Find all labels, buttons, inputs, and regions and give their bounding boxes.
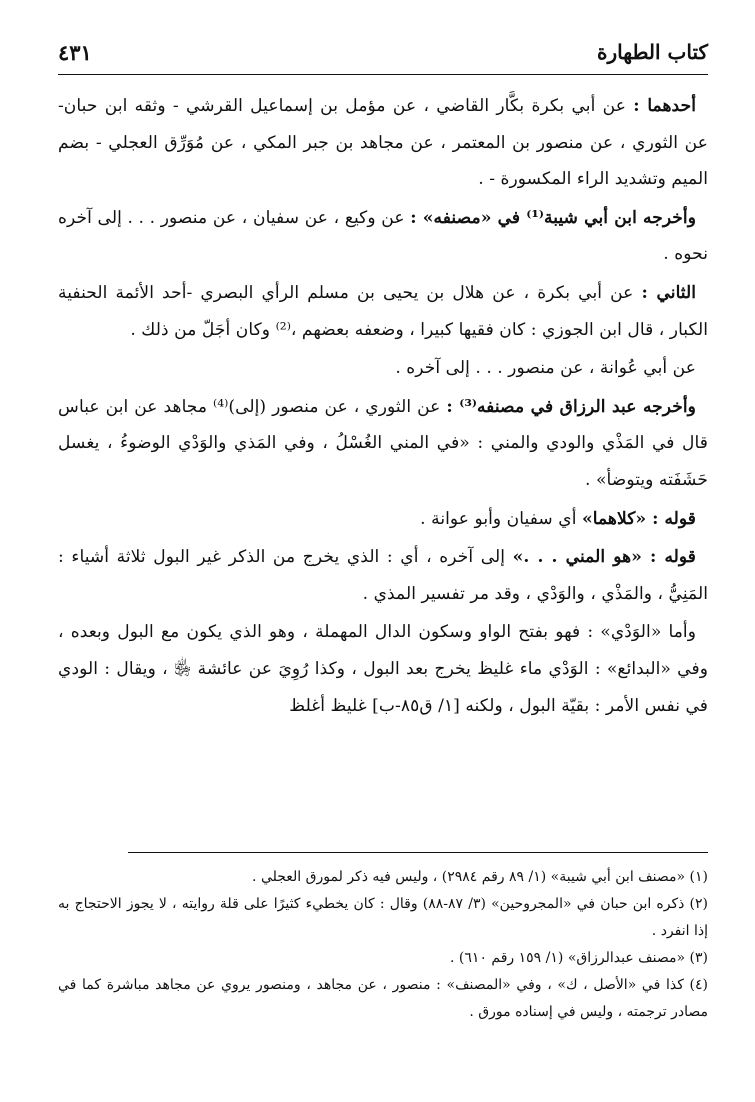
footnote: (٤) كذا في «الأصل ، ك» ، وفي «المصنف» : منصور ، عن مجاهد ، ومنصور يروي عن مجاهد مباشرة كما في مصادر ترجمته ، وليس في إسناده مورق . — [58, 977, 708, 1020]
header-divider — [58, 74, 708, 75]
page-number: ٤٣١ — [58, 40, 92, 65]
paragraph-lead: الثاني : — [641, 282, 697, 303]
page-header — [58, 34, 708, 74]
paragraph-lead: وأخرجه عبد الرزاق في مصنفه⁽³⁾ : — [446, 396, 696, 417]
paragraph-text: إلى آخره ، أي : الذي يخرج من الذكر غير البول ثلاثة أشياء : المَنِيُّ ، والمَذْي ، والوَدْي ، وقد مر تفسير المذي . — [58, 547, 708, 604]
running-title: كتاب الطهارة — [597, 40, 708, 64]
footnote: (١) «مصنف ابن أبي شيبة» (١/ ٨٩ رقم ٢٩٨٤) ، وليس فيه ذكر لمورق العجلي . — [252, 869, 708, 885]
footnotes — [58, 864, 708, 1026]
paragraph — [58, 88, 708, 198]
paragraph-lead: وأخرجه ابن أبي شيبة⁽¹⁾ في «مصنفه» : — [410, 207, 697, 228]
book-page — [58, 30, 708, 1070]
paragraph-text: عن أبي عُوانة ، عن منصور . . . إلى آخره . — [395, 358, 696, 379]
paragraph — [58, 614, 708, 724]
paragraph-lead: قوله : «كلاهما» — [581, 508, 696, 529]
footnote-divider — [128, 852, 708, 853]
paragraph — [58, 200, 708, 273]
paragraph-text: وأما «الوَدْي» : فهو بفتح الواو وسكون الدال المهملة ، وهو الذي يكون مع البول وبعده ، وفي «البدائع» : الوَدْي ماء غليظ يخرج بعد البول ، وكذا رُوِيَ عن عائشة ﵂ ، ويقال : الودي في نفس الأمر : بقيّة البول ، ولكنه [١/ ق٨٥-ب] غليظ أغلظ — [58, 622, 708, 716]
paragraph — [58, 501, 708, 538]
paragraph-text: عن وكيع ، عن سفيان ، عن منصور . . . إلى آخره نحوه . — [58, 207, 708, 265]
paragraph-text: أي سفيان وأبو عوانة . — [420, 508, 582, 529]
paragraph — [58, 350, 708, 387]
paragraph-lead: أحدهما : — [633, 96, 696, 116]
paragraph-lead: قوله : «هو المني . . .» — [512, 547, 696, 568]
footnote: (٣) «مصنف عبدالرزاق» (١/ ١٥٩ رقم ٦١٠) . — [450, 950, 708, 966]
paragraph — [58, 539, 708, 612]
paragraph-text: عن أبي بكرة بكَّار القاضي ، عن مؤمل بن إسماعيل القرشي - وثقه ابن حبان- عن الثوري ، عن منصور بن المعتمر ، عن مجاهد بن جبر المكي ، عن مُوَرِّق العجلي - بضم الميم وتشديد الراء المكسورة - . — [58, 96, 708, 190]
paragraph-text: عن أبي بكرة ، عن هلال بن يحيى بن مسلم الرأي البصري -أحد الأئمة الحنفية الكبار ، قال ابن الجوزي : كان فقيها كبيرا ، وضعفه بعضهم ،⁽²⁾ وكان أجَلّ من ذلك . — [58, 282, 708, 340]
footnote: (٢) ذكره ابن حبان في «المجروحين» (٣/ ٨٧-٨٨) وقال : كان يخطيء كثيرًا على قلة روايته ، لا يجوز الاحتجاج به إذا انفرد . — [58, 896, 708, 939]
paragraph-text: عن الثوري ، عن منصور (إلى)⁽⁴⁾ مجاهد عن ابن عباس قال في المَذْي والودي والمني : «في المني الغُسْلُ ، وفي المَذي والوَدْي الوضوءُ ، يغسل حَشَفَته ويتوضأ» . — [58, 396, 708, 490]
paragraph — [58, 275, 708, 348]
paragraph — [58, 389, 708, 499]
main-text — [58, 88, 708, 726]
